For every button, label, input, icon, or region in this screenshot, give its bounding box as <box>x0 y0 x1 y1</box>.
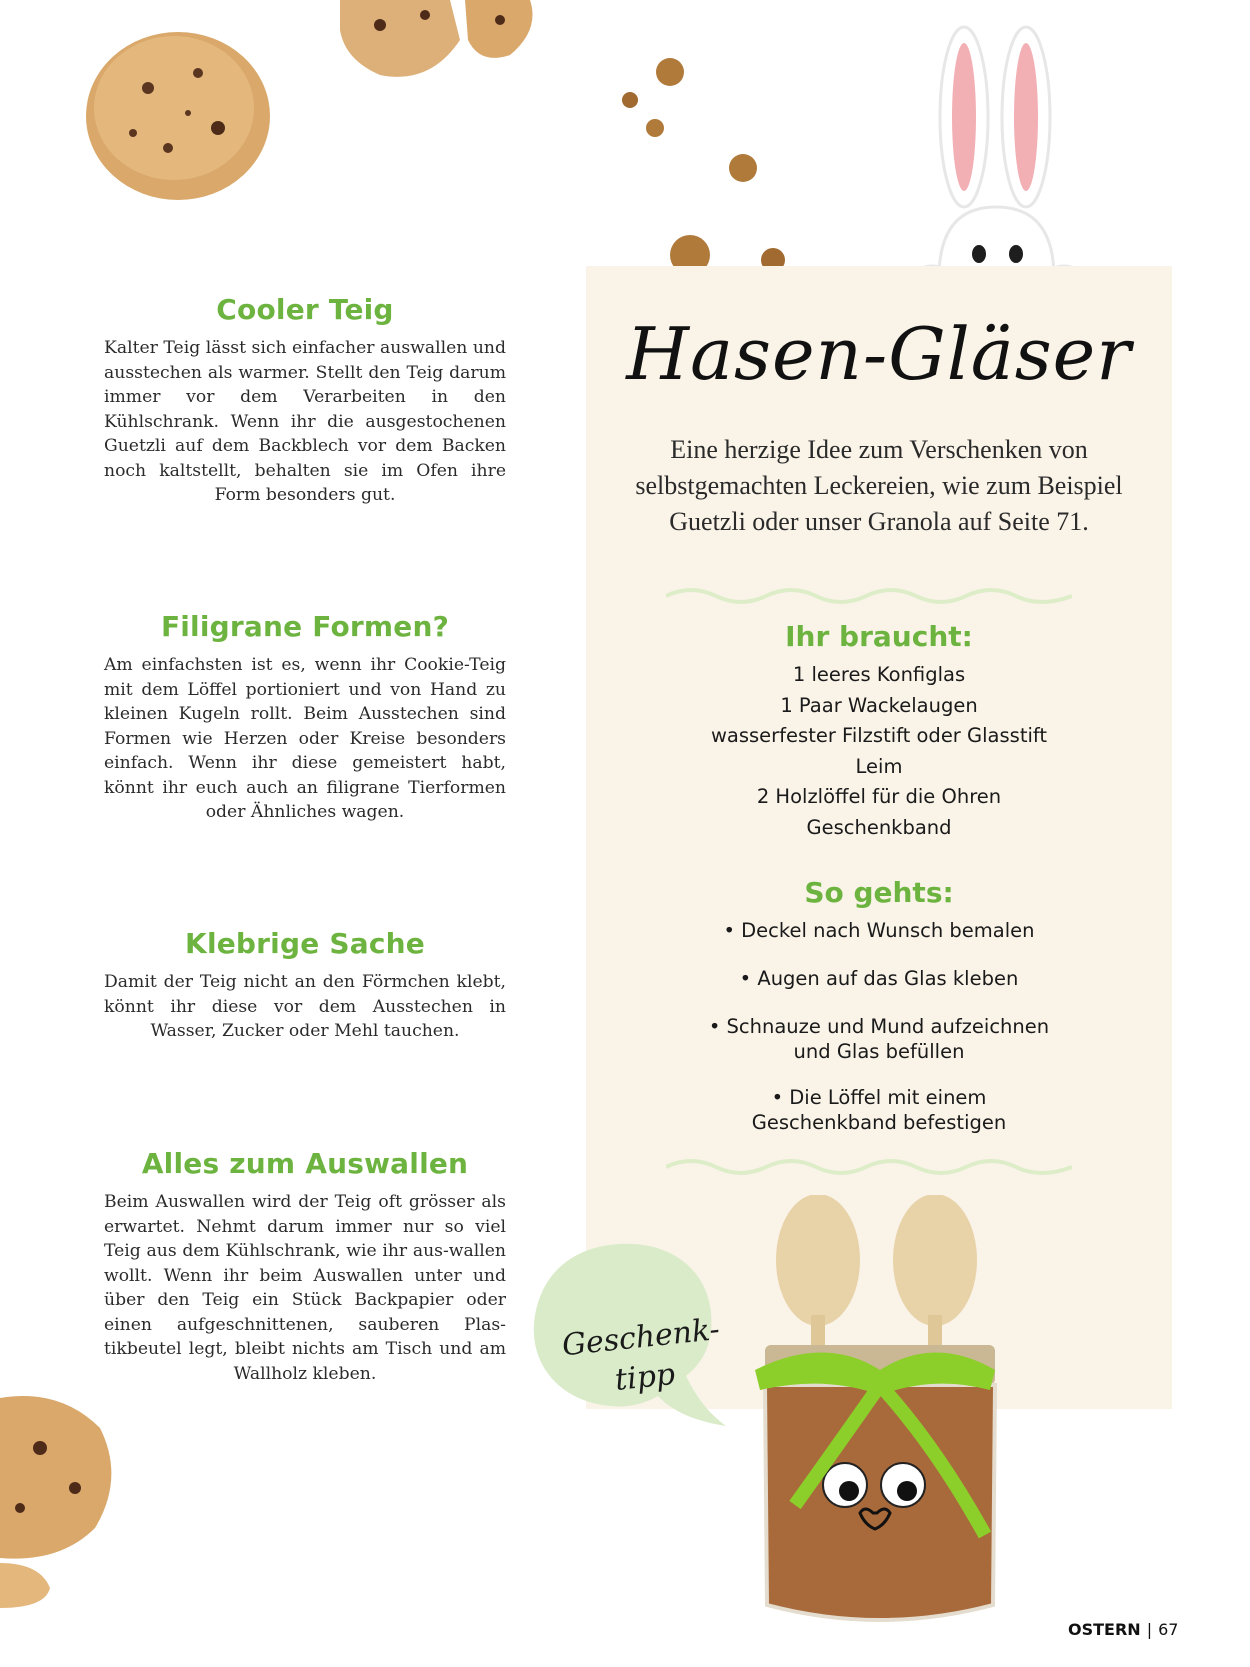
bubble-line: tipp <box>613 1356 677 1398</box>
wave-divider-top <box>666 584 1072 608</box>
tip-heading: Alles zum Auswallen <box>141 1147 469 1180</box>
step-item: • Schnauze und Mund aufzeichnen und Glas befüllen <box>708 1015 1050 1063</box>
list-item: 1 Paar Wackelaugen <box>780 693 978 717</box>
list-item: 1 leeres Konfiglas <box>792 663 966 686</box>
page-footer <box>1068 1620 1178 1639</box>
needs-heading: Ihr braucht: <box>785 620 973 653</box>
step-item: • Die Löffel mit einem Geschenkband befestigen <box>751 1086 1007 1134</box>
page-number: 67 <box>1158 1620 1179 1639</box>
step-item: • Deckel nach Wunsch bemalen <box>723 919 1035 942</box>
list-item: wasserfester Filzstift oder Glasstift <box>710 724 1048 747</box>
section-name: OSTERN <box>1068 1620 1141 1639</box>
footer-separator: | <box>1146 1620 1153 1639</box>
list-item: 2 Holzlöffel für die Ohren <box>756 785 1002 808</box>
needs-list <box>586 660 1172 843</box>
tip-text: Kalter Teig lässt sich einfacher auswallen und ausstechen als warmer. Stellt den Teig darum immer vor dem Verarbeiten in den Kühlschrank. Wenn ihr die ausgestochenen Guetzli auf dem Backblech vor dem Backen noch kaltstellt, behalten sie im Ofen ihre Form besonders gut. <box>104 338 506 505</box>
tip-heading: Klebrige Sache <box>185 927 425 960</box>
tip-heading: Filigrane Formen? <box>160 610 450 643</box>
list-item: Leim <box>855 754 903 778</box>
step-item: • Augen auf das Glas kleben <box>739 967 1019 990</box>
bunny-jar-image <box>735 1195 1065 1635</box>
project-title: Hasen-Gläser <box>626 312 1132 396</box>
tip-heading: Cooler Teig <box>216 293 394 326</box>
steps-heading: So gehts: <box>804 876 954 909</box>
wave-divider-bottom <box>666 1155 1072 1179</box>
list-item: Geschenkband <box>806 815 952 839</box>
cookie-image-top-center <box>340 0 540 90</box>
project-intro: Eine herzige Idee zum Verschenken von selbstgemachten Leckereien, wie zum Beispiel Guetzli oder unser Granola auf Seite 71. <box>635 435 1123 536</box>
bubble-line: Geschenk- <box>560 1311 722 1364</box>
tip-filigrane-formen <box>104 610 506 825</box>
tip-text: Beim Auswallen wird der Teig oft grösser als erwartet. Nehmt darum immer nur so viel Teig aus dem Kühlschrank, wie ihr aus-wallen wollt. Wenn ihr beim Auswallen unter und über den Teig ein Stück Backpapier oder einen aufgeschnittenen, sauberen Plas-tikbeutel legt, bleibt nichts am Tisch und am Wallholz kleben. <box>104 1192 506 1384</box>
bunny-illustration <box>914 22 1084 278</box>
tip-cooler-teig <box>104 293 506 508</box>
cookie-image-top-left <box>78 18 278 208</box>
tip-text: Am einfachsten ist es, wenn ihr Cookie-Teig mit dem Löffel portioniert und von Hand zu kleinen Kugeln rollt. Beim Ausstechen sind Formen wie Herzen oder Kreise besonders einfach. Wenn ihr diese gemeistert habt, könnt ihr euch auch an filigrane Tierformen oder Ähnliches wagen. <box>104 655 506 822</box>
tip-alles-zum-auswallen <box>104 1147 506 1386</box>
tip-klebrige-sache <box>104 927 506 1044</box>
tip-text: Damit der Teig nicht an den Förmchen klebt, könnt ihr diese vor dem Ausstechen in Wasser, Zucker oder Mehl tauchen. <box>104 972 506 1041</box>
cookie-image-bottom-left <box>0 1388 125 1608</box>
